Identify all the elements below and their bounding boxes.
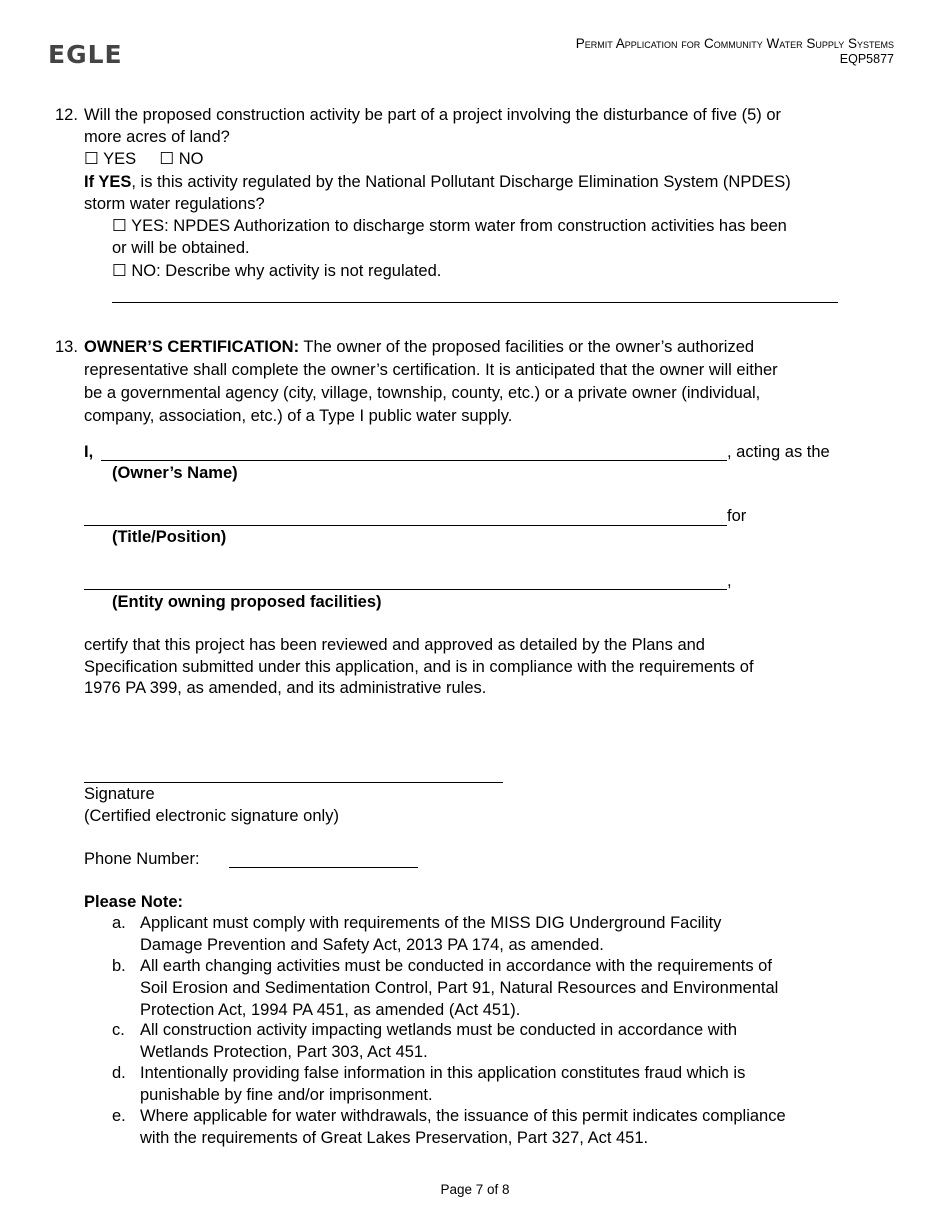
note-text: Damage Prevention and Safety Act, 2013 PA 174, as amended. [140,936,604,954]
signature-label: Signature [84,785,155,803]
note-text: Soil Erosion and Sedimentation Control, Part 91, Natural Resources and Environmental [140,979,779,997]
form-title: Permit Application for Community Water Supply Systems [575,36,894,51]
npdes-yes-option [112,215,887,237]
note-label: d. [112,1064,126,1082]
q12-question-line2: more acres of land? [84,128,230,146]
q13-intro-line2: representative shall complete the owner’s certification. It is anticipated that the owner will either [84,361,778,379]
owner-cert-intro: The owner of the proposed facilities or the owner’s authorized [299,338,755,356]
q13-intro-line1 [84,336,894,358]
entity-comma: , [727,572,732,590]
npdes-no-option [112,260,887,282]
npdes-yes-text-line2: or will be obtained. [112,239,250,257]
phone-field[interactable] [229,867,418,868]
title-position-label: (Title/Position) [112,528,227,546]
npdes-yes-text: YES: NPDES Authorization to discharge storm water from construction activities has been [131,217,787,235]
q12-no-label: NO [178,150,204,168]
q12-question-line1: Will the proposed construction activity be part of a project involving the disturbance of five (5) or [84,106,782,124]
if-yes-text: , is this activity regulated by the National Pollutant Discharge Elimination System (NPDES) [131,173,791,191]
i-label: I, [84,443,94,461]
q12-yes-checkbox[interactable]: ☐ [84,150,99,168]
note-text: Wetlands Protection, Part 303, Act 451. [140,1043,428,1061]
q13-intro-line4: company, association, etc.) of a Type I public water supply. [84,407,513,425]
page-number: Page 7 of 8 [440,1182,510,1197]
signature-note: (Certified electronic signature only) [84,807,339,825]
npdes-yes-checkbox[interactable]: ☐ [112,217,127,235]
note-label: a. [112,914,126,932]
note-text: All earth changing activities must be conducted in accordance with the requirements of [140,957,772,975]
egle-logo: EGLE [48,40,123,69]
npdes-no-text: NO: Describe why activity is not regulated. [131,262,442,280]
note-text: Where applicable for water withdrawals, the issuance of this permit indicates compliance [140,1107,786,1125]
q12-number: 12. [55,106,78,124]
npdes-no-checkbox[interactable]: ☐ [112,262,127,280]
for-text: for [727,507,747,525]
note-text: punishable by fine and/or imprisonment. [140,1086,433,1104]
entity-label: (Entity owning proposed facilities) [112,593,382,611]
note-text: Protection Act, 1994 PA 451, as amended (Act 451). [140,1001,521,1019]
certify-line1: certify that this project has been reviewed and approved as detailed by the Plans and [84,636,705,654]
certify-line3: 1976 PA 399, as amended, and its administrative rules. [84,679,487,697]
q12-if-yes-line1 [84,171,894,193]
note-text: All construction activity impacting wetlands must be conducted in accordance with [140,1021,738,1039]
note-text: Applicant must comply with requirements of the MISS DIG Underground Facility [140,914,722,932]
q13-number: 13. [55,338,78,356]
entity-field[interactable] [84,589,727,590]
note-label: e. [112,1107,126,1125]
acting-as-text: , acting as the [727,443,830,461]
note-label: b. [112,957,126,975]
q12-yes-label: YES [103,150,137,168]
form-code: EQP5877 [839,52,894,66]
note-label: c. [112,1021,125,1039]
notes-heading: Please Note: [84,893,184,911]
q12-no-checkbox[interactable]: ☐ [159,150,175,168]
phone-label: Phone Number: [84,850,200,868]
owner-name-field[interactable] [101,460,727,461]
note-text: Intentionally providing false information in this application constitutes fraud which is [140,1064,746,1082]
owner-cert-heading: OWNER’S CERTIFICATION: [84,338,300,356]
q12-answer-row [84,148,894,170]
note-text: with the requirements of Great Lakes Preservation, Part 327, Act 451. [140,1129,649,1147]
q13-intro-line3: be a governmental agency (city, village, township, county, etc.) or a private owner (individual, [84,384,761,402]
q12-if-yes-line2: storm water regulations? [84,195,265,213]
certify-line2: Specification submitted under this application, and is in compliance with the requirements of [84,658,754,676]
owner-name-label: (Owner’s Name) [112,464,238,482]
npdes-reason-field[interactable] [112,302,838,303]
if-yes-bold: If YES [84,173,132,191]
